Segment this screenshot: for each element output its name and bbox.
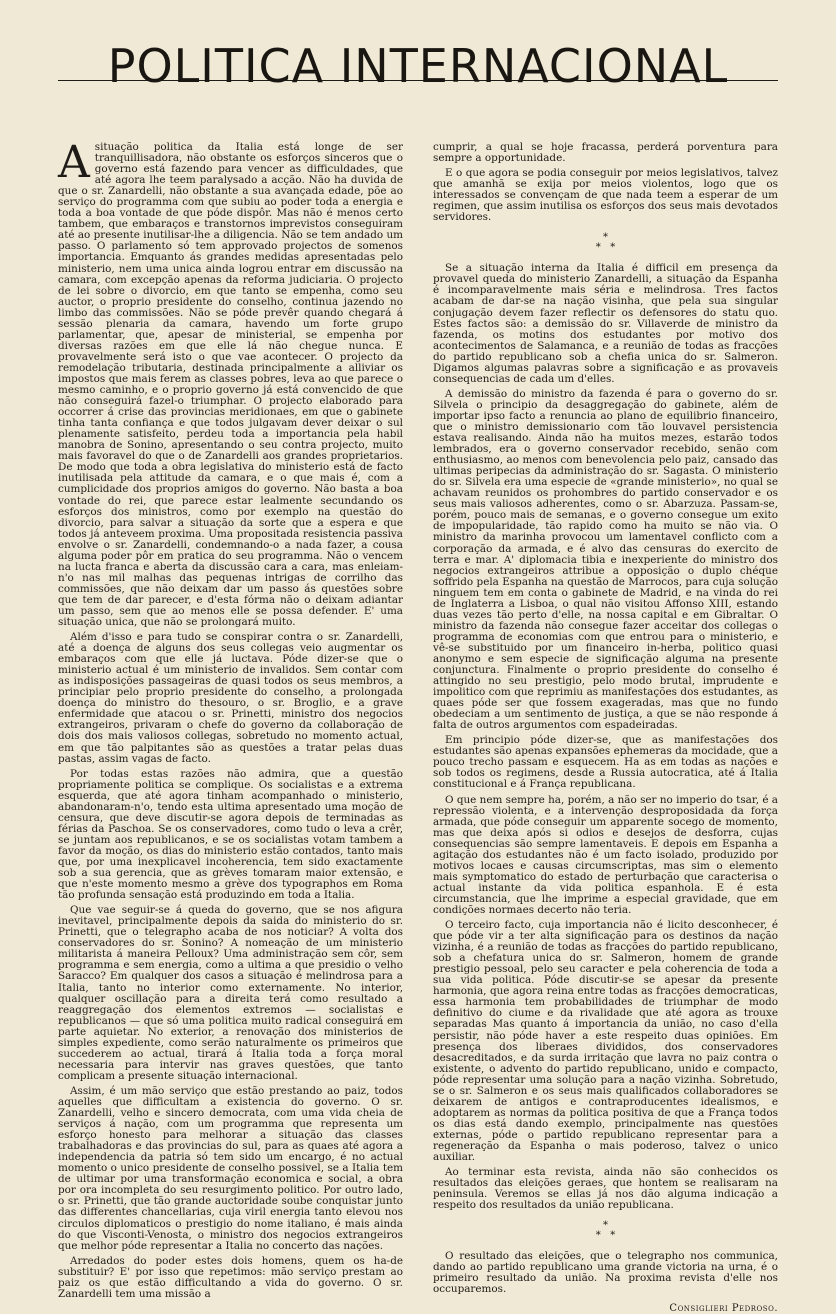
separator-star: * [603, 232, 608, 244]
article-body [58, 137, 778, 1314]
section-separator [433, 1221, 778, 1241]
paragraph: Em principio póde dizer-se, que as manifestações dos estudantes são apenas expansões ephemeras da mocidade, que a pouco trecho passam e esquecem. Ha as em todas as nações e sob todos os regimens, desde a Russia autocratica, até á Italia constitucional e á França republicana. [433, 734, 778, 791]
paragraph: A demissão do ministro da fazenda é para o governo do sr. Silvela o principio da desaggregação do gabinete, além de importar ipso facto a renuncia ao plano de equilibrio financeiro, que o ministro demissionario com tão louvavel persistencia estava realisando. Ainda não ha muitos mezes, estarão todos lembrados, era o governo conservador recebido, senão com enthusiasmo, ao menos com benevolencia pelo paiz, cansado das ultimas peripecias da administração do sr. Sagasta. O ministerio do sr. Silvela era uma especie de «grande ministerio», no qual se achavam reunidos os prohombres do partido conservador e os seus mais valiosos adherentes, como o sr. Abarzuza. Passam-se, porém, pouco mais de semanas, e o governo consegue um exito de impopularidade, tão rapido como ha muito se não via. O ministro da marinha provocou um lamentavel conflicto com a corporação da armada, e é alvo das censuras do exercito de terra e mar. A' diplomacia tibia e inexperiente do ministro dos negocios extrangeiros attribue a opposição o duplo chéque soffrido pela Espanha na questão de Marrocos, para cuja solução ninguem tem em conta o gabinete de Madrid, e na vinda do rei de Inglaterra a Lisboa, o qual não visitou Affonso XIII, estando duas vezes tão perto d'elle, na nossa capital e em Gibraltar. O ministro da fazenda não consegue fazer acceitar dos collegas o programma de economias com que entrou para o ministerio, e vê-se substituido por um financeiro in-herba, politico quasi anonymo e sem especie de significação alguma na presente conjunctura. Finalmente o proprio presidente do conselho é attingido no seu prestigio, pelo modo brutal, imprudente e impolitico com que reprimiu as manifestações dos estudantes, as quaes póde ser que fossem exageradas, mas que no fundo obedeciam a um sentimento de justiça, a que se não responde á falta de outros argumentos com espadeiradas. [433, 387, 778, 732]
title-banner [58, 36, 778, 102]
separator-star: * [603, 1220, 608, 1232]
paragraph: O resultado das eleições, que o telegrapho nos communica, dando ao partido republicano uma grande victoria na urna, é o primeiro resultado da união. Na proxima revista d'elle nos occuparemos. [433, 1250, 778, 1296]
paragraph: Ao terminar esta revista, ainda não são conhecidos os resultados das eleições geraes, que hontem se realisaram na peninsula. Veremos se ellas já nos dão alguma indicação a respeito dos resultados da união republicana. [433, 1166, 778, 1212]
paragraph: Além d'isso e para tudo se conspirar contra o sr. Zanardelli, até a doença de alguns dos seus collegas veio augmentar os embaraços com que elle já luctava. Póde dizer-se que o ministerio actual é um ministerio de invalidos. Sem contar com as indisposições passageiras de quasi todos os seus membros, a principiar pelo proprio presidente do conselho, a prolongada doença do ministro do thesouro, o sr. Broglio, e a grave enfermidade que atacou o sr. Prinetti, ministro dos negocios extrangeiros, privaram o chefe do governo da collaboração de dois dos mais valiosos collegas, sobretudo no momento actual, em que tão palpitantes são as questões a tratar pelas duas pastas, assim vagas de facto. [58, 631, 403, 765]
separator-star: * [595, 242, 601, 254]
right-column [433, 142, 778, 1314]
separator-stars-row [433, 1231, 778, 1241]
paragraph: O que nem sempre ha, porém, a não ser no imperio do tsar, é a repressão violenta, e a intervenção desproposidada da força armada, que póde conseguir um apparente socego de momento, mas que deixa após si odios e desejos de desforra, cujas consequencias são sempre lamentaveis. E depois em Espanha a agitação dos estudantes não é um facto isolado, produzido por motivos locaes e causas circumscriptas, mas sim o elemento mais symptomatico do estado de perturbação que caracterisa o actual instante da vida politica espanhola. E é esta circumstancia, que lhe imprime a especial gravidade, que em condições normaes decerto não teria. [433, 793, 778, 916]
paragraph: E o que agora se podia conseguir por meios legislativos, talvez que amanhã se exija por meios violentos, logo que os interessados se convençam de que nada teem a esperar de um regimen, que assim inutilisa os esforços dos seus mais devotados servidores. [433, 167, 778, 224]
paragraph: O terceiro facto, cuja importancia não é licito desconhecer, é que póde vir a ter alta significação para os destinos da nação vizinha, é a reunião de todas as fracções do partido republicano, sob a chefatura unica do sr. Salmeron, homem de grande prestigio pessoal, pelo seu caracter e pela coherencia de toda a sua vida politica. Póde discutir-se se apesar da presente harmonia, que agora reina entre todas as fracções democraticas, essa harmonia tem probabilidades de triumphar de modo definitivo do ciume e da rivalidade que até agora as trouxe separadas Mas quanto á importancia da união, no caso d'ella persistir, não póde haver a este respeito duas opiniões. Em presença dos liberaes divididos, dos conservadores desacreditados, e da surda irritação que lavra no paiz contra o existente, o advento do partido republicano, unido e compacto, póde representar uma solução para a nação vizinha. Sobretudo, se o sr. Salmeron e os seus mais qualificados collaboradores se deixarem de antigos e contraproducentes idealismos, e adoptarem as normas da politica positiva de que a França todos os dias está dando exemplo, principalmente nas questões externas, póde o partido republicano representar para a regeneração da Espanha o mais poderoso, talvez o unico auxiliar. [433, 919, 778, 1164]
page-title: POLITICA INTERNACIONAL [107, 39, 729, 93]
paragraph: Se a situação interna da Italia é difficil em presença da provavel queda do ministerio Zanardelli, a situação da Espanha é incomparavelmente mais séria e melindrosa. Tres factos acabam de dar-se na nação visinha, que pela sua singular conjugação devem fazer reflectir os defensores do statu quo. Estes factos são: a demissão do sr. Villaverde de ministro da fazenda, os motins dos estudantes por motivo dos acontecimentos de Salamanca, e a reunião de todas as fracções do partido republicano sob a chefia unica do sr. Salmeron. Digamos algumas palavras sobre a significação e as provaveis consequencias de cada um d'elles. [433, 262, 778, 385]
separator-star: * [610, 242, 616, 254]
separator-stars-row [433, 243, 778, 253]
section-separator [433, 233, 778, 253]
drop-cap: A [58, 137, 90, 188]
author-signature: Consiglieri Pedroso. [669, 1303, 778, 1314]
paragraph: Assim, é um mão serviço que estão prestando ao paiz, todos aquelles que difficultam a existencia do governo. O sr. Zanardelli, velho e sincero democrata, com uma vida cheia de serviços á nação, com um programma que representa um esforço honesto para melhorar a situação das classes trabalhadoras e das provincias do sul, para as quaes até agora a independencia da patria só tem sido um encargo, é no actual momento o unico presidente de conselho possivel, se a Italia tem de ultimar por uma transformação economica e social, a obra por ora incompleta do seu resurgimento politico. Por outro lado, o sr. Prinetti, que tão grande auctoridade soube conquistar junto das differentes chancellarias, cuja viril energia tanto elevou nos circulos diplomaticos o prestigio do nome italiano, é mais ainda do que Visconti-Venosta, o ministro dos negocios extrangeiros que melhor póde representar a Italia no concerto das nações. [58, 1084, 403, 1252]
paragraph: cumprir, a qual se hoje fracassa, perderá porventura para sempre a opportunidade. [433, 141, 778, 165]
paragraph [58, 137, 403, 629]
paragraph-text: situação politica da Italia está longe de ser tranquillisadora, não obstante os esforços sinceros que o governo está fazendo para vencer as difficuldades, que até agora lhe teem paralysado a acção. Não ha duvida de que o sr. Zanardelli, não obstante a sua avançada edade, põe ao serviço do programma com que subiu ao poder toda a energia e toda a boa vontade de que póde dispôr. Mas não é menos certo tambem, que embaraços e transtornos imprevistos conseguiram até ao presente inutilisar-lhe a diligencia. Não se tem andado um passo. O parlamento só tem approvado projectos de somenos importancia. Emquanto ás grandes medidas apresentadas pelo ministerio, nem uma unica ainda logrou entrar em discussão na camara, com excepção apenas da reforma judiciaria. O projecto de lei sobre o divorcio, em que tanto se empenha, como seu auctor, o proprio presidente do conselho, continua jazendo no limbo das commissões. Não se póde prevêr quando chegará á sessão plenaria da camara, havendo um forte grupo parlamentar, que, apesar de ministerial, se empenha por diversas razões em que elle lá não chegue nunca. E provavelmente será isto o que vae acontecer. O projecto da remodelação tributaria, destinada principalmente a alliviar os impostos que mais ferem as classes pobres, leva ao que parece o mesmo caminho, e o proprio governo já está convencido de que não conseguirá fazel-o triumphar. O projecto elaborado para occorrer á crise das provincias meridionaes, em que o gabinete tinha tanta confiança e que todos julgavam dever deixar o sul plenamente satisfeito, perdeu toda a importancia pela habil manobra de Sonino, apresentando o seu contra projecto, muito mais favoravel do que o de Zanardelli aos grandes proprietarios. De modo que toda a obra legislativa do ministerio está de facto inutilisada pela attitude da camara, e o que mais é, com a cumplicidade dos proprios amigos do governo. Não basta a boa vontade do rei, que parece estar lealmente secundando os esforços dos ministros, como por exemplo na questão do divorcio, para salvar a situação da sorte que a espera e que todos já anteveem proxima. Uma propositada resistencia passiva envolve o sr. Zanardelli, condemnando-o a nada fazer, a cousa alguma poder pôr em pratica do seu programma. Não o vencem na lucta franca e aberta da discussão cara a cara, mas enleiam-n'o nas mil malhas das pequenas intrigas de corrilho das commissões, que não deixam dar um passo ás questões sobre que tem de dar parecer, e d'esta fórma não o deixam adiantar um passo, sem que ao menos elle se possa defender. E' uma situação unica, que não se prolongará muito. [58, 141, 403, 629]
left-column [58, 137, 403, 1314]
paragraph: Por todas estas razões não admira, que a questão propriamente politica se complique. Os socialistas e a extrema esquerda, que até agora tinham acompanhado o ministerio, abandonaram-n'o, tendo esta ultima apresentado uma moção de censura, que deve discutir-se agora depois de terminadas as férias da Paschoa. Se os conservadores, como tudo o leva a crêr, se juntam aos republicanos, e se os socialistas votam tambem a favor da moção, os dias do ministerio estão contados, tanto mais que, por uma inexplicavel incoherencia, tem sido exactamente sob a sua gerencia, que as grèves tomaram maior extensão, e que n'este momento mesmo a grève dos typographos em Roma tão profunda sensação está produzindo em toda a Italia. [58, 767, 403, 902]
separator-star: * [595, 1230, 601, 1242]
paragraph: Que vae seguir-se á queda do governo, que se nos afigura inevitavel, principalmente depois da saida do ministerio do sr. Prinetti, que o telegrapho acaba de nos noticiar? A volta dos conservadores do sr. Sonino? A nomeação de um ministerio militarista á maneira Pelloux? Uma administração sem côr, sem programma e sem energia, como a ultima a que presidio o velho Saracco? Em qualquer dos casos a situação é melindrosa para a Italia, tanto no interior como externamente. No interior, qualquer oscillação para a direita terá como resultado a reaggregação dos elementos extremos — socialistas e republicanos — que só uma politica muito radical conseguirá em parte aquietar. No exterior, a renovação dos ministerios de simples expediente, como serão naturalmente os primeiros que succederem ao actual, tirará á Italia toda a força moral necessaria para intervir nas graves questões, que tanto complicam a presente situação internacional. [58, 904, 403, 1082]
separator-star: * [610, 1230, 616, 1242]
paragraph: Arredados do poder estes dois homens, quem os ha-de substituir? E' por isso que repetimos: mão serviço prestam ao paiz os que estão difficultando a vida do governo. O sr. Zanardelli tem uma missão a [58, 1254, 403, 1300]
